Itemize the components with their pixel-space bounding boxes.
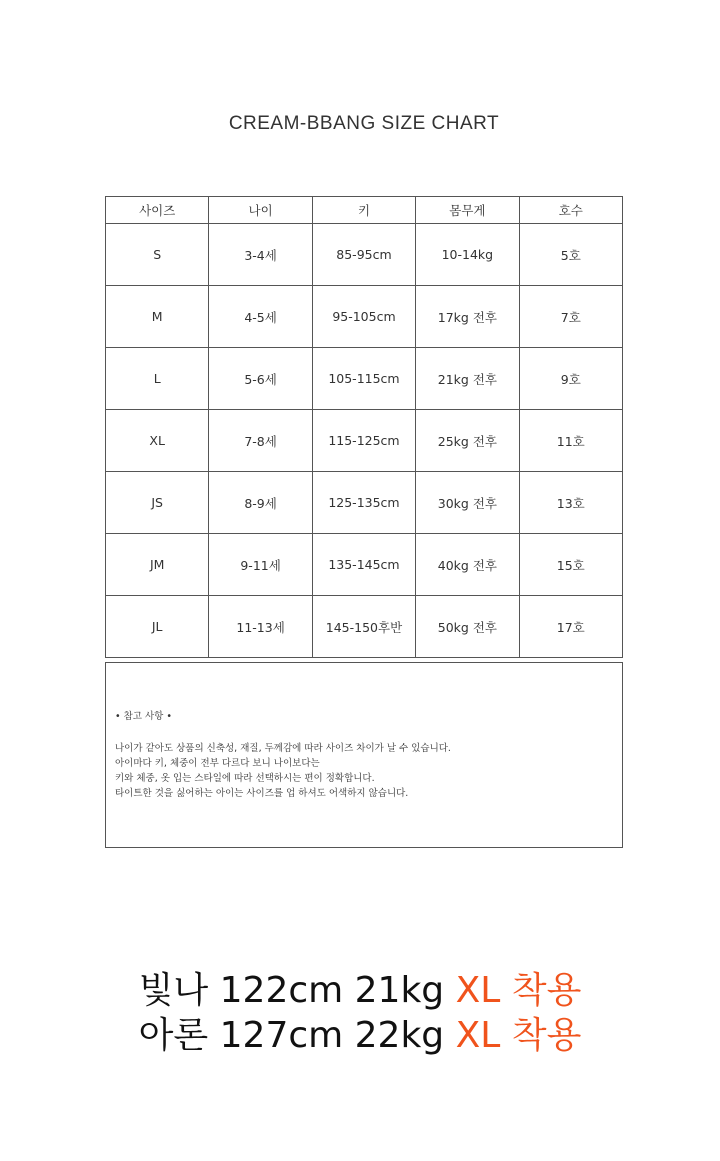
cell-size-number: 17호	[519, 596, 622, 658]
cell-size: XL	[106, 410, 209, 472]
cell-size: JS	[106, 472, 209, 534]
cell-size: JM	[106, 534, 209, 596]
table-header-row	[106, 197, 623, 224]
cell-height: 135-145cm	[312, 534, 415, 596]
cell-age: 11-13세	[209, 596, 312, 658]
notes-heading: • 참고 사항 •	[115, 711, 172, 722]
cell-age: 9-11세	[209, 534, 312, 596]
notes-box	[105, 662, 623, 848]
cell-age: 3-4세	[209, 224, 312, 286]
header-height: 키	[312, 197, 415, 224]
model-line	[0, 968, 720, 1013]
model-stats: 아론 127cm 22kg	[138, 1015, 445, 1056]
notes-line: 아이마다 키, 체중이 전부 다르다 보니 나이보다는	[115, 758, 320, 769]
cell-weight: 17kg 전후	[416, 286, 519, 348]
notes-line: 키와 체중, 옷 입는 스타일에 따라 선택하시는 편이 정확합니다.	[115, 773, 375, 784]
cell-weight: 50kg 전후	[416, 596, 519, 658]
cell-height: 95-105cm	[312, 286, 415, 348]
cell-size-number: 9호	[519, 348, 622, 410]
size-chart-table	[105, 196, 623, 658]
cell-weight: 30kg 전후	[416, 472, 519, 534]
table-row	[106, 348, 623, 410]
cell-weight: 10-14kg	[416, 224, 519, 286]
cell-size: JL	[106, 596, 209, 658]
table-row	[106, 410, 623, 472]
model-wear-label: 착용	[511, 1015, 582, 1056]
cell-size-number: 7호	[519, 286, 622, 348]
notes-line: 나이가 같아도 상품의 신축성, 재질, 두께감에 따라 사이즈 차이가 날 수 있습니다.	[115, 743, 451, 754]
table-row	[106, 472, 623, 534]
header-weight: 몸무게	[416, 197, 519, 224]
cell-age: 7-8세	[209, 410, 312, 472]
model-size: XL	[455, 1015, 501, 1056]
cell-height: 105-115cm	[312, 348, 415, 410]
model-size: XL	[455, 970, 501, 1011]
model-wear-label: 착용	[511, 970, 582, 1011]
cell-size-number: 5호	[519, 224, 622, 286]
cell-height: 85-95cm	[312, 224, 415, 286]
cell-weight: 40kg 전후	[416, 534, 519, 596]
cell-size: L	[106, 348, 209, 410]
table-row	[106, 286, 623, 348]
cell-height: 145-150후반	[312, 596, 415, 658]
table-row	[106, 596, 623, 658]
cell-size: S	[106, 224, 209, 286]
table-row	[106, 224, 623, 286]
notes-line: 타이트한 것을 싫어하는 아이는 사이즈를 업 하셔도 어색하지 않습니다.	[115, 788, 409, 799]
header-size: 사이즈	[106, 197, 209, 224]
page-title: CREAM-BBANG SIZE CHART	[228, 113, 500, 134]
cell-size-number: 13호	[519, 472, 622, 534]
cell-age: 4-5세	[209, 286, 312, 348]
model-stats: 빛나 122cm 21kg	[138, 970, 445, 1011]
cell-weight: 25kg 전후	[416, 410, 519, 472]
cell-size-number: 15호	[519, 534, 622, 596]
cell-age: 8-9세	[209, 472, 312, 534]
header-size-number: 호수	[519, 197, 622, 224]
notes-text	[115, 741, 451, 801]
model-line	[0, 1013, 720, 1058]
cell-height: 125-135cm	[312, 472, 415, 534]
cell-size-number: 11호	[519, 410, 622, 472]
table-row	[106, 534, 623, 596]
cell-size: M	[106, 286, 209, 348]
model-wear-info	[0, 968, 720, 1058]
cell-age: 5-6세	[209, 348, 312, 410]
cell-weight: 21kg 전후	[416, 348, 519, 410]
cell-height: 115-125cm	[312, 410, 415, 472]
header-age: 나이	[209, 197, 312, 224]
